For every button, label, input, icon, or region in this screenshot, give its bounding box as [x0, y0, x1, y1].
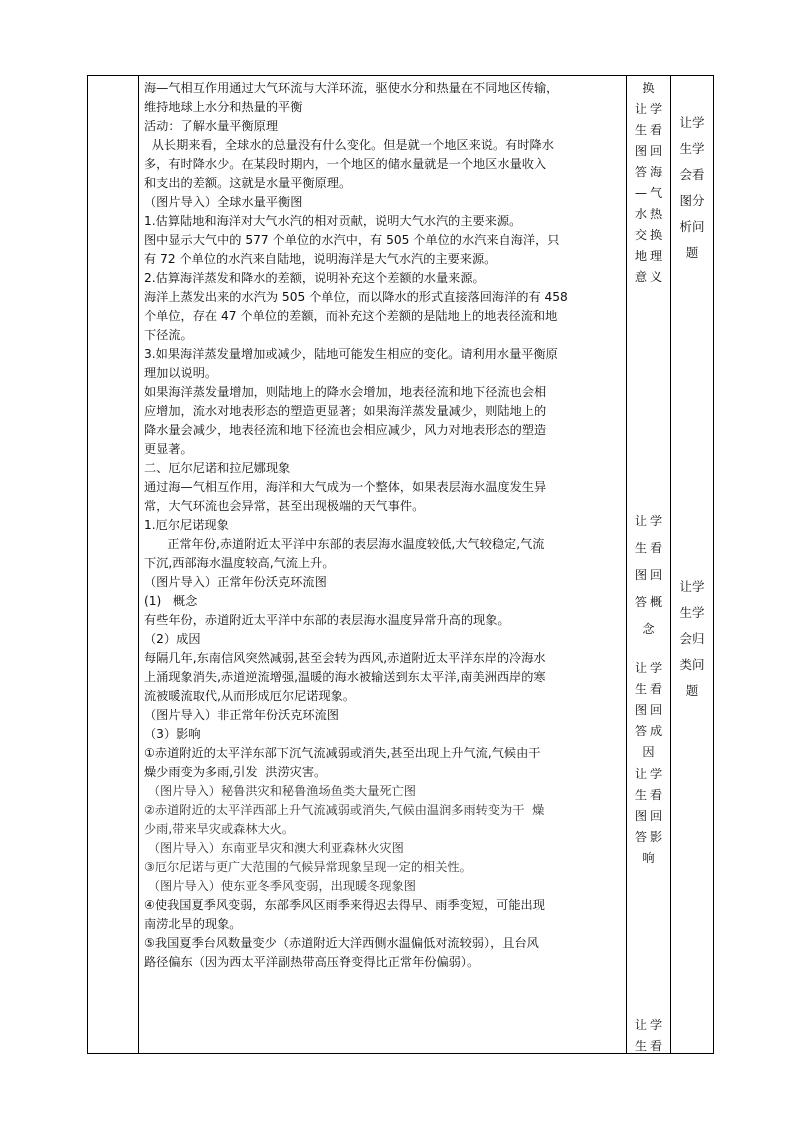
activity-line: 生看 — [634, 682, 666, 696]
activity-line: 水热 — [634, 207, 666, 221]
content-line: 正常年份,赤道附近太平洋中东部的表层海水温度较低,大气较稳定,气流 — [144, 537, 545, 551]
activity-group — [627, 508, 670, 643]
content-line: （图片导入）全球水量平衡图 — [144, 195, 303, 209]
content-line: 3.如果海洋蒸发量增加或减少，陆地可能发生相应的变化。请利用水量平衡原 — [144, 347, 558, 361]
content-line: （图片导入）正常年份沃克环流图 — [144, 575, 327, 589]
intent-line: 会看 — [679, 167, 705, 182]
content-line: 维持地球上水分和热量的平衡 — [144, 100, 303, 114]
content-line: 1.估算陆地和海洋对大气水汽的相对贡献，说明大气水汽的主要来源。 — [144, 214, 522, 228]
content-line: 应增加，流水对地表形态的塑造更显著；如果海洋蒸发量减少，则陆地上的 — [144, 404, 547, 418]
content-line: 通过海—气相互作用，海洋和大气成为一个整体，如果表层海水温度发生异 — [144, 480, 547, 494]
content-line: 燥少雨变为多雨,引发 洪涝灾害。 — [144, 765, 327, 779]
activity-line: 因 — [642, 745, 658, 759]
activity-line: 让学 — [634, 514, 666, 528]
activity-line: 图回 — [634, 144, 666, 158]
content-line: （2）成因 — [144, 632, 201, 646]
content-line: 常，大气环流也会异常，甚至出现极端的天气事件。 — [144, 499, 425, 513]
intent-line: 类问 — [679, 657, 705, 672]
content-line: 有些年份，赤道附近太平洋中东部的表层海水温度异常升高的现象。 — [144, 613, 510, 627]
blank-column-cell — [88, 76, 139, 1054]
activity-line: 让学 — [634, 1018, 666, 1032]
activity-group — [627, 78, 670, 288]
student-activity-cell — [627, 76, 671, 1054]
content-line: 流被暖流取代,从而形成厄尔尼诺现象。 — [144, 689, 356, 703]
activity-group — [627, 764, 670, 869]
content-line: 1.厄尔尼诺现象 — [144, 518, 229, 532]
content-line: 2.估算海洋蒸发和降水的差额，说明补充这个差额的水量来源。 — [144, 271, 485, 285]
activity-line: 生看 — [634, 123, 666, 137]
intent-line: 让学 — [679, 579, 705, 594]
intent-line: 生学 — [679, 605, 705, 620]
activity-line: 响 — [642, 851, 658, 865]
intent-line: 会归 — [679, 631, 705, 646]
intent-group — [671, 110, 713, 266]
content-line: 更显著。 — [144, 442, 193, 456]
table-row — [88, 76, 714, 1054]
activity-line: 交换 — [634, 228, 666, 242]
content-line: （图片导入）使东亚冬季风变弱，出现暖冬现象图 — [144, 879, 416, 893]
content-line: 下径流。 — [144, 328, 193, 342]
content-line: （3）影响 — [144, 727, 201, 741]
teaching-content-text — [144, 79, 622, 972]
activity-line: 地理 — [634, 249, 666, 263]
activity-line: 让学 — [634, 661, 666, 675]
content-line: ②赤道附近的太平洋西部上升气流减弱或消失,气候由温润多雨转变为干 燥 — [144, 803, 545, 817]
content-line: 每隔几年,东南信风突然减弱,甚至会转为西风,赤道附近太平洋东岸的冷海水 — [144, 651, 546, 665]
activity-line: 生看 — [634, 1039, 666, 1053]
activity-group — [627, 658, 670, 763]
activity-line: 图回 — [634, 703, 666, 717]
content-line: （图片导入）东南亚旱灾和澳大利亚森林火灾图 — [144, 841, 404, 855]
content-line: (1) 概念 — [144, 594, 198, 608]
activity-line: 图回 — [634, 568, 666, 582]
content-line: 有 72 个单位的水汽来自陆地，说明海洋是大气水汽的主要来源。 — [144, 252, 497, 266]
activity-line: 答成 — [634, 724, 666, 738]
content-line: 下沉,西部海水温度较高,气流上升。 — [144, 556, 335, 570]
activity-line: 答海 — [634, 165, 666, 179]
content-line: 二、厄尔尼诺和拉尼娜现象 — [144, 461, 291, 475]
activity-line: 生看 — [634, 788, 666, 802]
intent-line: 图分 — [679, 193, 705, 208]
activity-line: 换 — [642, 81, 658, 95]
content-line: 图中显示大气中的 577 个单位的水汽中，有 505 个单位的水汽来自海洋，只 — [144, 233, 560, 247]
content-line: 和支出的差额。这就是水量平衡原理。 — [144, 176, 352, 190]
activity-line: 答概 — [634, 595, 666, 609]
content-line: 上涌现象消失,赤道逆流增强,温暖的海水被输送到东太平洋,南美洲西岸的寒 — [144, 670, 546, 684]
activity-line: —气 — [634, 186, 666, 200]
intent-line: 让学 — [679, 115, 705, 130]
content-line: ③厄尔尼诺与更广大范围的气候异常现象呈现一定的相关性。 — [144, 860, 472, 874]
content-line: 如果海洋蒸发量增加，则陆地上的降水会增加，地表径流和地下径流也会相 — [144, 385, 547, 399]
activity-line: 让学 — [634, 767, 666, 781]
activity-line: 答影 — [634, 830, 666, 844]
content-line: 少雨,带来旱灾或森林大火。 — [144, 822, 295, 836]
content-line: 活动：了解水量平衡原理 — [144, 119, 279, 133]
intent-line: 生学 — [679, 141, 705, 156]
content-line: （图片导入）秘鲁洪灾和秘鲁渔场鱼类大量死亡图 — [144, 784, 416, 798]
content-line: ①赤道附近的太平洋东部下沉气流减弱或消失,甚至出现上升气流,气候由干 — [144, 746, 541, 760]
activity-line: 意义 — [634, 270, 666, 284]
activity-line: 生看 — [634, 541, 666, 555]
intent-line: 题 — [685, 245, 699, 260]
lesson-table — [87, 75, 714, 1054]
content-line: 从长期来看，全球水的总量没有什么变化。但是就一个地区来说。有时降水 — [144, 138, 554, 152]
intent-group — [671, 574, 713, 704]
activity-line: 让学 — [634, 102, 666, 116]
content-line: 海洋上蒸发出来的水汽为 505 个单位，而以降水的形式直接落回海洋的有 458 — [144, 290, 568, 304]
content-line: （图片导入）非正常年份沃克环流图 — [144, 708, 339, 722]
content-line: 路径偏东（因为西太平洋副热带高压脊变得比正常年份偏弱）。 — [144, 955, 480, 969]
design-intent-cell — [671, 76, 714, 1054]
content-line: ④使我国夏季风变弱，东部季风区雨季来得迟去得早、雨季变短，可能出现 — [144, 898, 545, 912]
content-line: 海—气相互作用通过大气环流与大洋环流，驱使水分和热量在不同地区传输， — [144, 81, 559, 95]
content-line: 多，有时降水少。在某段时期内，一个地区的储水量就是一个地区水量收入 — [144, 157, 547, 171]
intent-line: 析问 — [679, 219, 705, 234]
intent-line: 题 — [685, 683, 699, 698]
content-line: ⑤我国夏季台风数量变少（赤道附近大洋西侧水温偏低对流较弱），且台风 — [144, 936, 539, 950]
content-line: 南涝北旱的现象。 — [144, 917, 242, 931]
teaching-content-cell — [139, 76, 627, 1054]
content-line: 降水量会减少，地表径流和地下径流也会相应减少，风力对地表形态的塑造 — [144, 423, 547, 437]
activity-group — [627, 1015, 670, 1057]
activity-line: 念 — [642, 622, 658, 636]
content-line: 个单位，存在 47 个单位的差额，而补充这个差额的是陆地上的地表径流和地 — [144, 309, 558, 323]
content-line: 理加以说明。 — [144, 366, 218, 380]
activity-line: 图回 — [634, 809, 666, 823]
